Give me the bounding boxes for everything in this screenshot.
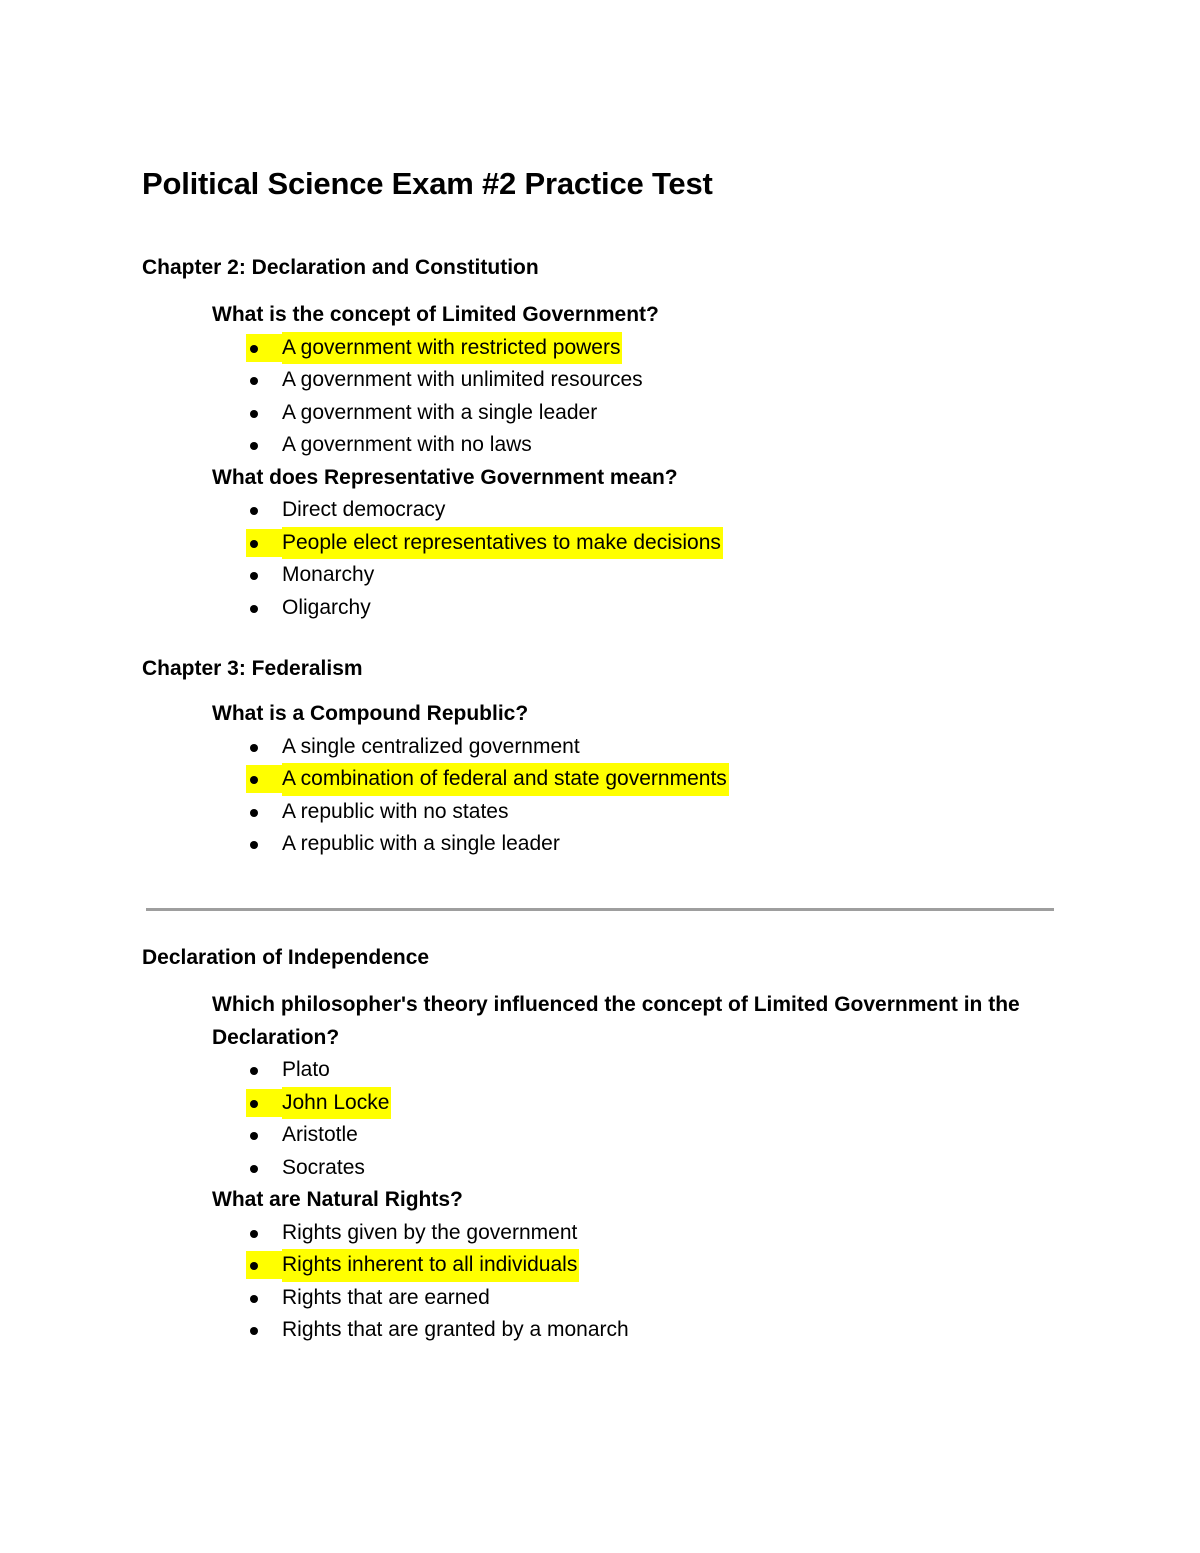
bullet-icon [250, 1230, 258, 1238]
answer-option-text: A single centralized government [282, 734, 580, 758]
answer-options [212, 1217, 1072, 1347]
answer-option [212, 592, 1072, 625]
bullet-icon [250, 540, 258, 548]
bullet-icon [250, 809, 258, 817]
question-text: Which philosopher's theory influenced the concept of Limited Government in the Declaration? [212, 993, 1020, 1049]
answer-option [212, 397, 1072, 430]
answer-option-text: A government with a single leader [282, 400, 598, 424]
answer-option [212, 796, 1072, 829]
answer-option [212, 1119, 1072, 1152]
question-text: What is the concept of Limited Government? [212, 303, 659, 326]
answer-options [212, 731, 1072, 861]
answer-option-text: Aristotle [282, 1123, 358, 1146]
answer-option [212, 1054, 1072, 1087]
bullet-icon [250, 410, 258, 418]
section-chapter-3 [212, 698, 1072, 861]
bullet-icon [250, 744, 258, 752]
section-chapter-2 [212, 299, 1072, 624]
bullet-icon [250, 841, 258, 849]
answer-options [212, 1054, 1072, 1184]
answer-option-text: Oligarchy [282, 595, 371, 619]
bullet-icon [250, 605, 258, 613]
question-text: What are Natural Rights? [212, 1188, 463, 1211]
answer-option [212, 1217, 1072, 1250]
answer-option-text: Rights inherent to all individuals [282, 1249, 579, 1282]
bullet-icon [250, 776, 258, 784]
answer-option-text: A republic with a single leader [282, 832, 560, 855]
answer-option-correct [212, 763, 1072, 796]
bullet-icon [250, 442, 258, 450]
bullet-icon [250, 1295, 258, 1303]
bullet-icon [250, 1067, 258, 1075]
answer-option-text: Socrates [282, 1155, 365, 1179]
answer-option-text: People elect representatives to make decisions [282, 527, 723, 560]
answer-option [212, 1314, 1072, 1347]
bullet-icon [250, 1132, 258, 1140]
answer-option-correct [212, 332, 1072, 365]
answer-option-text: Rights that are granted by a monarch [282, 1318, 629, 1341]
bullet-icon [250, 1165, 258, 1173]
answer-option-text: A republic with no states [282, 799, 509, 823]
answer-option [212, 559, 1072, 592]
answer-option-text: Direct democracy [282, 498, 446, 521]
answer-option-text: A government with unlimited resources [282, 368, 643, 391]
answer-option-text: A combination of federal and state governments [282, 763, 729, 796]
bullet-icon [250, 1327, 258, 1335]
answer-option-text: Plato [282, 1058, 330, 1081]
bullet-icon [250, 572, 258, 580]
section-declaration [212, 989, 1072, 1347]
answer-options [212, 494, 1072, 624]
bullet-icon [250, 377, 258, 385]
bullet-icon [250, 1262, 258, 1270]
answer-option-correct [212, 1249, 1072, 1282]
answer-option [212, 1152, 1072, 1185]
answer-options [212, 332, 1072, 462]
question-text: What is a Compound Republic? [212, 702, 529, 725]
answer-option [212, 828, 1072, 861]
answer-option-correct [212, 527, 1072, 560]
answer-option [212, 494, 1072, 527]
answer-option-text: A government with no laws [282, 433, 532, 456]
bullet-icon [250, 507, 258, 515]
page-title: Political Science Exam #2 Practice Test [142, 166, 713, 201]
section-heading-chapter-3: Chapter 3: Federalism [142, 657, 363, 680]
answer-option-text: Rights that are earned [282, 1285, 490, 1309]
section-heading-declaration: Declaration of Independence [142, 946, 430, 969]
answer-option-text: Rights given by the government [282, 1220, 578, 1244]
bullet-icon [250, 1100, 258, 1108]
horizontal-divider [146, 908, 1054, 911]
answer-option [212, 1282, 1072, 1315]
answer-option-text: John Locke [282, 1087, 391, 1120]
answer-option [212, 731, 1072, 764]
answer-option-text: Monarchy [282, 563, 375, 586]
section-heading-chapter-2: Chapter 2: Declaration and Constitution [142, 256, 539, 279]
answer-option-correct [212, 1087, 1072, 1120]
answer-option-text: A government with restricted powers [282, 332, 622, 365]
answer-option [212, 429, 1072, 462]
answer-option [212, 364, 1072, 397]
bullet-icon [250, 345, 258, 353]
question-text: What does Representative Government mean? [212, 465, 678, 489]
